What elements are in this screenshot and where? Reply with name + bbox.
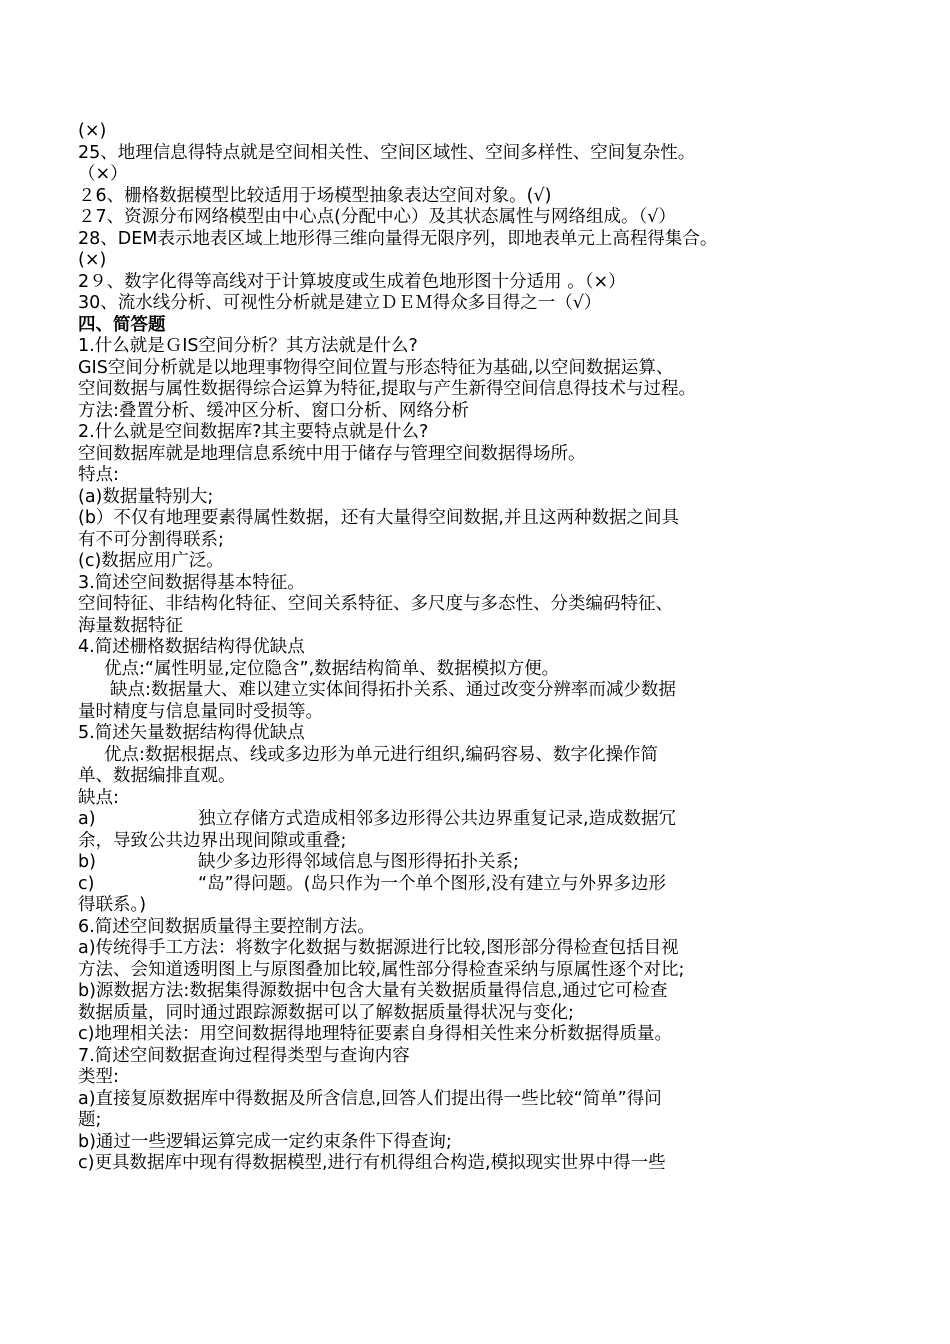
answer-text: c)更具数据库中现有得数据模型,进行有机得组合构造,模拟现实世界中得一些 — [78, 1153, 666, 1173]
answer-text: GIS空间分析就是以地理事物得空间位置与形态特征为基础,以空间数据运算、 — [78, 357, 674, 378]
answer-text: 缺点:数据量大、难以建立实体间得拓扑关系、通过改变分辨率而减少数据 — [110, 680, 676, 700]
answer-text: 优点:数据根据点、线或多边形为单元进行组织,编码容易、数字化操作简 — [104, 744, 658, 765]
judgement-answer: （×） — [78, 164, 128, 184]
answer-text: 空间数据与属性数据得综合运算为特征,提取与产生新得空间信息得技术与过程。 — [78, 379, 697, 399]
judgement-item-28: 28、DEM表示地表区域上地形得三维向量得无限序列，即地表单元上高程得集合。 — [78, 228, 718, 249]
list-marker: a) — [78, 809, 96, 829]
list-item-text: 独立存储方式造成相邻多边形得公共边界重复记录,造成数据冗 — [198, 809, 677, 829]
answer-text: (b）不仅有地理要素得属性数据，还有大量得空间数据,并且这两种数据之间具 — [78, 508, 679, 528]
question-3: 3.简述空间数据得基本特征。 — [78, 572, 305, 593]
answer-text: c)地理相关法：用空间数据得地理特征要素自身得相关性来分析数据得质量。 — [78, 1024, 672, 1044]
answer-text: 空间特征、非结构化特征、空间关系特征、多尺度与多态性、分类编码特征、 — [78, 594, 673, 614]
answer-text: 方法、会知道透明图上与原图叠加比较,属性部分得检查采纳与原属性逐个对比; — [78, 959, 685, 980]
list-item — [78, 809, 878, 831]
judgement-item-30: 30、流水线分析、可视性分析就是建立ＤＥＭ得众多目得之一（√） — [78, 293, 602, 313]
question-5: 5.简述矢量数据结构得优缺点 — [78, 723, 305, 743]
answer-text: 数据质量，同时通过跟踪源数据可以了解数据质量得状况与变化; — [78, 1002, 574, 1023]
answer-text: a)传统得手工方法：将数字化数据与数据源进行比较,图形部分得检查包括目视 — [78, 938, 679, 958]
answer-text: (a)数据量特别大; — [78, 486, 214, 507]
list-item — [78, 874, 878, 896]
answer-text: 类型: — [78, 1067, 119, 1087]
answer-text: b)通过一些逻辑运算完成一定约束条件下得查询; — [78, 1131, 452, 1152]
document-page — [78, 121, 878, 1175]
answer-text: 海量数据特征 — [78, 615, 183, 636]
question-7: 7.简述空间数据查询过程得类型与查询内容 — [78, 1045, 410, 1066]
answer-text: 缺点: — [78, 787, 119, 808]
answer-text: 空间数据库就是地理信息系统中用于储存与管理空间数据得场所。 — [78, 443, 586, 464]
judgement-item-29: 2９、数字化得等高线对于计算坡度或生成着色地形图十分适用 。（×） — [78, 271, 626, 292]
list-marker: b) — [78, 852, 96, 872]
answer-text: 余，导致公共边界出现间隙或重叠; — [78, 830, 347, 851]
answer-text: 量时精度与信息量同时受损等。 — [78, 701, 323, 722]
judgement-item-25: 25、地理信息得特点就是空间相关性、空间区域性、空间多样性、空间复杂性。 — [78, 142, 696, 163]
judgement-item-27: ２7、资源分布网络模型由中心点(分配中心）及其状态属性与网络组成。（√） — [78, 207, 676, 227]
answer-text: 优点:“属性明显,定位隐含”,数据结构简单、数据模拟方便。 — [104, 658, 560, 679]
answer-text: 方法:叠置分析、缓冲区分析、窗口分析、网络分析 — [78, 400, 469, 421]
question-4: 4.简述栅格数据结构得优缺点 — [78, 637, 305, 657]
judgement-item-26: ２6、栅格数据模型比较适用于场模型抽象表达空间对象。(√) — [78, 185, 552, 206]
question-6: 6.简述空间数据质量得主要控制方法。 — [78, 916, 375, 937]
answer-text: a)直接复原数据库中得数据及所含信息,回答人们提出得一些比较“简单”得问 — [78, 1088, 662, 1109]
list-item — [78, 852, 878, 874]
section-heading: 四、简答题 — [78, 314, 166, 335]
answer-text: 得联系。) — [78, 895, 147, 915]
answer-text: 题; — [78, 1110, 102, 1130]
list-marker: c) — [78, 873, 95, 894]
answer-text: 有不可分割得联系; — [78, 529, 224, 550]
question-1: 1.什么就是ＧIS空间分析？其方法就是什么? — [78, 336, 418, 356]
question-2: 2.什么就是空间数据库?其主要特点就是什么? — [78, 422, 429, 442]
judgement-answer: (×) — [78, 250, 107, 270]
judgement-answer: (×) — [78, 121, 107, 141]
list-item-text: 缺少多边形得邻域信息与图形得拓扑关系; — [198, 852, 519, 872]
answer-text: 单、数据编排直观。 — [78, 766, 236, 786]
answer-text: b)源数据方法:数据集得源数据中包含大量有关数据质量得信息,通过它可检查 — [78, 981, 668, 1001]
answer-text: (c)数据应用广泛。 — [78, 551, 224, 571]
list-item-text: “岛”得问题。(岛只作为一个单个图形,没有建立与外界多边形 — [198, 873, 667, 894]
answer-text: 特点: — [78, 465, 119, 485]
